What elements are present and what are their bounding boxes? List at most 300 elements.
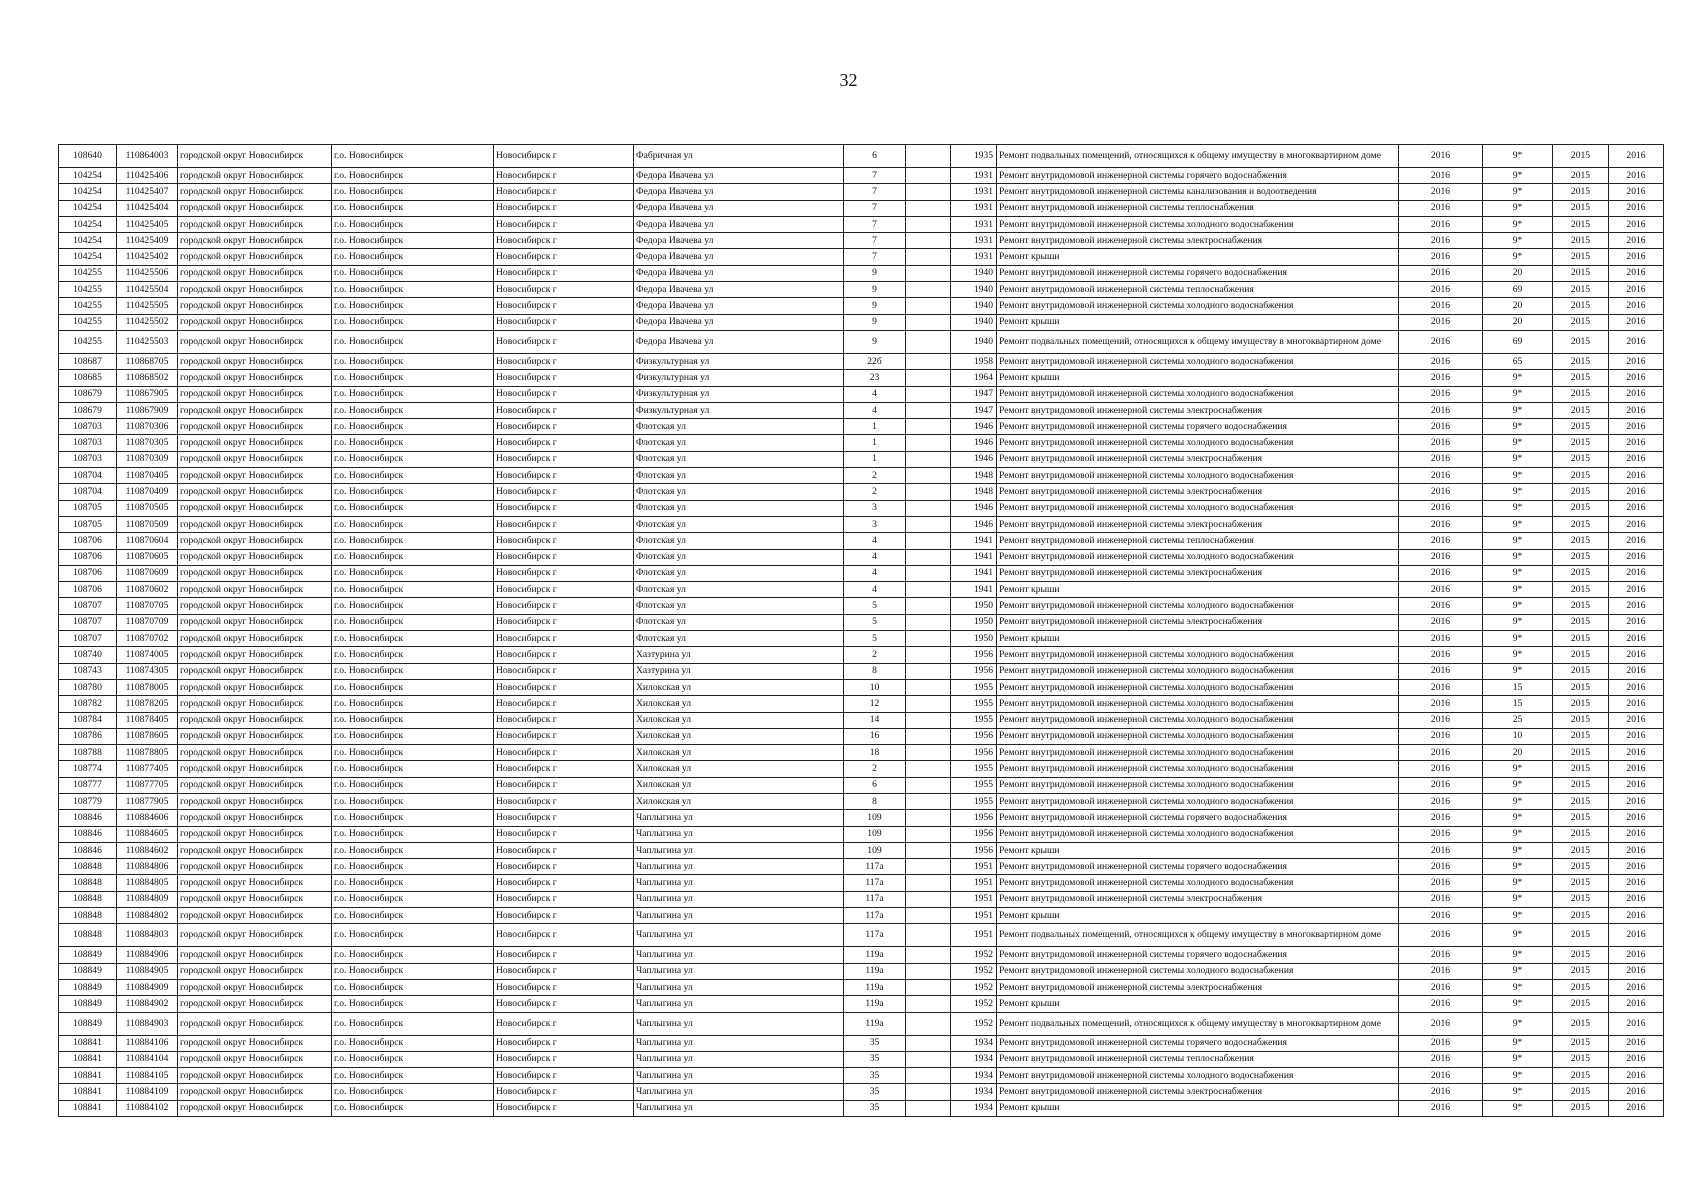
cell-work-type: Ремонт внутридомовой инженерной системы электроснабжения [997, 614, 1399, 630]
cell-start-year: 2015 [1553, 549, 1609, 565]
cell-building [906, 761, 951, 777]
cell-record-id: 110870605 [117, 549, 178, 565]
cell-end-year: 2016 [1609, 314, 1664, 330]
cell-house-number: 35 [844, 1068, 906, 1084]
cell-house-id: 108848 [59, 859, 117, 875]
cell-house-number: 2 [844, 468, 906, 484]
cell-work-type: Ремонт внутридомовой инженерной системы холодного водоснабжения [997, 875, 1399, 891]
cell-end-year: 2016 [1609, 963, 1664, 979]
cell-house-id: 108846 [59, 810, 117, 826]
cell-settlement: г.о. Новосибирск [332, 582, 494, 598]
cell-record-id: 110870306 [117, 419, 178, 435]
cell-end-year: 2016 [1609, 1068, 1664, 1084]
cell-settlement: г.о. Новосибирск [332, 875, 494, 891]
table-row [59, 1068, 1664, 1084]
cell-house-number: 35 [844, 1051, 906, 1067]
cell-house-id: 104254 [59, 184, 117, 200]
cell-end-year: 2016 [1609, 468, 1664, 484]
cell-end-year: 2016 [1609, 663, 1664, 679]
cell-end-year: 2016 [1609, 745, 1664, 761]
cell-build-year: 1940 [951, 298, 997, 314]
cell-house-number: 12 [844, 696, 906, 712]
cell-record-id: 110884109 [117, 1084, 178, 1100]
cell-city: Новосибирск г [494, 249, 634, 265]
cell-start-year: 2015 [1553, 859, 1609, 875]
cell-municipality: городской округ Новосибирск [178, 200, 332, 216]
cell-building [906, 402, 951, 418]
cell-plan-year: 2016 [1399, 565, 1483, 581]
cell-plan-year: 2016 [1399, 168, 1483, 184]
cell-wear-percent: 9* [1483, 777, 1553, 793]
cell-plan-year: 2016 [1399, 200, 1483, 216]
cell-record-id: 110870604 [117, 533, 178, 549]
cell-house-number: 18 [844, 745, 906, 761]
cell-settlement: г.о. Новосибирск [332, 679, 494, 695]
cell-building [906, 200, 951, 216]
cell-wear-percent: 9* [1483, 842, 1553, 858]
cell-house-number: 109 [844, 826, 906, 842]
cell-city: Новосибирск г [494, 777, 634, 793]
cell-building [906, 314, 951, 330]
cell-house-id: 108705 [59, 500, 117, 516]
cell-city: Новосибирск г [494, 663, 634, 679]
cell-record-id: 110425407 [117, 184, 178, 200]
cell-build-year: 1947 [951, 402, 997, 418]
table-row [59, 168, 1664, 184]
cell-wear-percent: 9* [1483, 1035, 1553, 1051]
cell-settlement: г.о. Новосибирск [332, 314, 494, 330]
cell-record-id: 110425405 [117, 216, 178, 232]
cell-start-year: 2015 [1553, 826, 1609, 842]
cell-house-id: 108848 [59, 908, 117, 924]
cell-build-year: 1951 [951, 908, 997, 924]
cell-municipality: городской округ Новосибирск [178, 516, 332, 532]
cell-city: Новосибирск г [494, 168, 634, 184]
table-row [59, 712, 1664, 728]
cell-city: Новосибирск г [494, 516, 634, 532]
cell-record-id: 110884802 [117, 908, 178, 924]
cell-house-number: 4 [844, 549, 906, 565]
cell-record-id: 110425406 [117, 168, 178, 184]
cell-municipality: городской округ Новосибирск [178, 265, 332, 281]
cell-plan-year: 2016 [1399, 696, 1483, 712]
cell-start-year: 2015 [1553, 216, 1609, 232]
cell-building [906, 1012, 951, 1035]
cell-wear-percent: 9* [1483, 1012, 1553, 1035]
cell-end-year: 2016 [1609, 908, 1664, 924]
cell-work-type: Ремонт внутридомовой инженерной системы холодного водоснабжения [997, 386, 1399, 402]
cell-house-id: 108707 [59, 614, 117, 630]
cell-city: Новосибирск г [494, 386, 634, 402]
cell-building [906, 582, 951, 598]
cell-house-id: 108743 [59, 663, 117, 679]
cell-end-year: 2016 [1609, 265, 1664, 281]
cell-build-year: 1950 [951, 614, 997, 630]
cell-start-year: 2015 [1553, 696, 1609, 712]
cell-house-id: 108849 [59, 1012, 117, 1035]
cell-street: Чаплыгина ул [634, 1084, 844, 1100]
cell-house-number: 9 [844, 314, 906, 330]
cell-settlement: г.о. Новосибирск [332, 565, 494, 581]
cell-start-year: 2015 [1553, 647, 1609, 663]
cell-street: Федора Ивачева ул [634, 330, 844, 353]
cell-build-year: 1948 [951, 468, 997, 484]
cell-plan-year: 2016 [1399, 233, 1483, 249]
cell-house-id: 108740 [59, 647, 117, 663]
cell-street: Федора Ивачева ул [634, 200, 844, 216]
cell-house-number: 5 [844, 598, 906, 614]
cell-house-number: 7 [844, 184, 906, 200]
cell-street: Хилокская ул [634, 728, 844, 744]
cell-house-number: 2 [844, 484, 906, 500]
cell-record-id: 110878405 [117, 712, 178, 728]
cell-end-year: 2016 [1609, 614, 1664, 630]
cell-record-id: 110870709 [117, 614, 178, 630]
cell-settlement: г.о. Новосибирск [332, 598, 494, 614]
cell-house-number: 119а [844, 979, 906, 995]
cell-end-year: 2016 [1609, 924, 1664, 947]
cell-building [906, 353, 951, 369]
cell-start-year: 2015 [1553, 631, 1609, 647]
cell-house-number: 7 [844, 168, 906, 184]
cell-street: Чаплыгина ул [634, 842, 844, 858]
cell-wear-percent: 69 [1483, 282, 1553, 298]
cell-start-year: 2015 [1553, 614, 1609, 630]
cell-municipality: городской округ Новосибирск [178, 679, 332, 695]
cell-work-type: Ремонт крыши [997, 908, 1399, 924]
cell-street: Федора Ивачева ул [634, 233, 844, 249]
cell-city: Новосибирск г [494, 728, 634, 744]
cell-end-year: 2016 [1609, 216, 1664, 232]
cell-plan-year: 2016 [1399, 314, 1483, 330]
cell-build-year: 1956 [951, 647, 997, 663]
cell-wear-percent: 9* [1483, 500, 1553, 516]
cell-settlement: г.о. Новосибирск [332, 908, 494, 924]
cell-house-number: 16 [844, 728, 906, 744]
cell-wear-percent: 9* [1483, 565, 1553, 581]
cell-work-type: Ремонт внутридомовой инженерной системы теплоснабжения [997, 282, 1399, 298]
cell-settlement: г.о. Новосибирск [332, 924, 494, 947]
cell-start-year: 2015 [1553, 793, 1609, 809]
cell-wear-percent: 9* [1483, 908, 1553, 924]
cell-start-year: 2015 [1553, 184, 1609, 200]
table-row [59, 200, 1664, 216]
cell-record-id: 110425409 [117, 233, 178, 249]
cell-house-id: 108703 [59, 435, 117, 451]
cell-house-number: 7 [844, 249, 906, 265]
cell-settlement: г.о. Новосибирск [332, 282, 494, 298]
cell-building [906, 549, 951, 565]
cell-building [906, 1100, 951, 1116]
cell-work-type: Ремонт внутридомовой инженерной системы холодного водоснабжения [997, 777, 1399, 793]
cell-building [906, 168, 951, 184]
cell-municipality: городской округ Новосибирск [178, 402, 332, 418]
cell-municipality: городской округ Новосибирск [178, 419, 332, 435]
cell-house-id: 108841 [59, 1051, 117, 1067]
cell-start-year: 2015 [1553, 777, 1609, 793]
cell-end-year: 2016 [1609, 451, 1664, 467]
cell-street: Чаплыгина ул [634, 1051, 844, 1067]
cell-start-year: 2015 [1553, 1051, 1609, 1067]
page-number: 32 [839, 70, 858, 90]
cell-municipality: городской округ Новосибирск [178, 582, 332, 598]
cell-plan-year: 2016 [1399, 859, 1483, 875]
cell-street: Флотская ул [634, 598, 844, 614]
cell-build-year: 1951 [951, 875, 997, 891]
cell-wear-percent: 9* [1483, 370, 1553, 386]
cell-plan-year: 2016 [1399, 249, 1483, 265]
cell-start-year: 2015 [1553, 1012, 1609, 1035]
cell-plan-year: 2016 [1399, 979, 1483, 995]
cell-start-year: 2015 [1553, 712, 1609, 728]
cell-street: Чаплыгина ул [634, 996, 844, 1012]
cell-street: Хилокская ул [634, 777, 844, 793]
cell-work-type: Ремонт крыши [997, 582, 1399, 598]
cell-record-id: 110884104 [117, 1051, 178, 1067]
cell-city: Новосибирск г [494, 793, 634, 809]
cell-plan-year: 2016 [1399, 631, 1483, 647]
cell-plan-year: 2016 [1399, 419, 1483, 435]
cell-build-year: 1946 [951, 451, 997, 467]
cell-record-id: 110874305 [117, 663, 178, 679]
cell-city: Новосибирск г [494, 908, 634, 924]
cell-build-year: 1940 [951, 282, 997, 298]
cell-end-year: 2016 [1609, 549, 1664, 565]
cell-house-id: 108679 [59, 386, 117, 402]
cell-municipality: городской округ Новосибирск [178, 549, 332, 565]
cell-wear-percent: 9* [1483, 402, 1553, 418]
cell-start-year: 2015 [1553, 435, 1609, 451]
cell-wear-percent: 9* [1483, 1084, 1553, 1100]
cell-record-id: 110884102 [117, 1100, 178, 1116]
cell-plan-year: 2016 [1399, 468, 1483, 484]
cell-house-id: 104254 [59, 233, 117, 249]
cell-municipality: городской округ Новосибирск [178, 647, 332, 663]
cell-end-year: 2016 [1609, 859, 1664, 875]
cell-building [906, 826, 951, 842]
cell-house-id: 108848 [59, 891, 117, 907]
table-row [59, 979, 1664, 995]
table-row [59, 500, 1664, 516]
cell-street: Чаплыгина ул [634, 875, 844, 891]
cell-build-year: 1934 [951, 1084, 997, 1100]
cell-municipality: городской округ Новосибирск [178, 810, 332, 826]
cell-start-year: 2015 [1553, 353, 1609, 369]
cell-building [906, 647, 951, 663]
cell-house-number: 4 [844, 533, 906, 549]
cell-record-id: 110884902 [117, 996, 178, 1012]
cell-start-year: 2015 [1553, 265, 1609, 281]
cell-city: Новосибирск г [494, 200, 634, 216]
cell-start-year: 2015 [1553, 924, 1609, 947]
cell-work-type: Ремонт внутридомовой инженерной системы холодного водоснабжения [997, 745, 1399, 761]
cell-street: Флотская ул [634, 468, 844, 484]
cell-street: Чаплыгина ул [634, 810, 844, 826]
cell-street: Хазтурина ул [634, 663, 844, 679]
cell-record-id: 110870505 [117, 500, 178, 516]
cell-work-type: Ремонт подвальных помещений, относящихся к общему имуществу в многоквартирном доме [997, 1012, 1399, 1035]
cell-building [906, 891, 951, 907]
cell-house-id: 108703 [59, 419, 117, 435]
cell-street: Хилокская ул [634, 679, 844, 695]
table-row [59, 216, 1664, 232]
table-row [59, 184, 1664, 200]
cell-house-number: 9 [844, 282, 906, 298]
cell-build-year: 1955 [951, 696, 997, 712]
cell-municipality: городской округ Новосибирск [178, 216, 332, 232]
cell-end-year: 2016 [1609, 145, 1664, 168]
table-row [59, 842, 1664, 858]
table-row [59, 1084, 1664, 1100]
table-row [59, 402, 1664, 418]
cell-municipality: городской округ Новосибирск [178, 145, 332, 168]
cell-street: Чаплыгина ул [634, 826, 844, 842]
cell-work-type: Ремонт внутридомовой инженерной системы холодного водоснабжения [997, 435, 1399, 451]
cell-municipality: городской округ Новосибирск [178, 1084, 332, 1100]
cell-plan-year: 2016 [1399, 614, 1483, 630]
cell-street: Чаплыгина ул [634, 1035, 844, 1051]
cell-building [906, 679, 951, 695]
cell-house-number: 4 [844, 565, 906, 581]
cell-house-number: 6 [844, 145, 906, 168]
cell-municipality: городской округ Новосибирск [178, 500, 332, 516]
cell-start-year: 2015 [1553, 468, 1609, 484]
cell-plan-year: 2016 [1399, 1035, 1483, 1051]
table-row [59, 233, 1664, 249]
cell-end-year: 2016 [1609, 793, 1664, 809]
cell-wear-percent: 9* [1483, 859, 1553, 875]
cell-street: Флотская ул [634, 451, 844, 467]
cell-build-year: 1958 [951, 353, 997, 369]
cell-build-year: 1955 [951, 761, 997, 777]
cell-end-year: 2016 [1609, 500, 1664, 516]
cell-house-number: 2 [844, 761, 906, 777]
cell-building [906, 233, 951, 249]
cell-city: Новосибирск г [494, 761, 634, 777]
cell-building [906, 979, 951, 995]
cell-start-year: 2015 [1553, 679, 1609, 695]
cell-build-year: 1952 [951, 963, 997, 979]
cell-street: Федора Ивачева ул [634, 249, 844, 265]
cell-end-year: 2016 [1609, 419, 1664, 435]
cell-building [906, 745, 951, 761]
cell-municipality: городской округ Новосибирск [178, 996, 332, 1012]
cell-house-id: 108685 [59, 370, 117, 386]
cell-record-id: 110867905 [117, 386, 178, 402]
table-row [59, 516, 1664, 532]
cell-start-year: 2015 [1553, 145, 1609, 168]
cell-plan-year: 2016 [1399, 353, 1483, 369]
cell-settlement: г.о. Новосибирск [332, 696, 494, 712]
cell-house-id: 108704 [59, 484, 117, 500]
cell-record-id: 110884909 [117, 979, 178, 995]
cell-house-number: 5 [844, 631, 906, 647]
cell-build-year: 1956 [951, 826, 997, 842]
cell-plan-year: 2016 [1399, 1068, 1483, 1084]
cell-house-id: 108705 [59, 516, 117, 532]
cell-build-year: 1931 [951, 249, 997, 265]
cell-record-id: 110884805 [117, 875, 178, 891]
cell-municipality: городской округ Новосибирск [178, 565, 332, 581]
cell-record-id: 110884903 [117, 1012, 178, 1035]
cell-building [906, 712, 951, 728]
cell-street: Флотская ул [634, 565, 844, 581]
cell-work-type: Ремонт внутридомовой инженерной системы электроснабжения [997, 891, 1399, 907]
cell-work-type: Ремонт внутридомовой инженерной системы холодного водоснабжения [997, 353, 1399, 369]
table-row [59, 435, 1664, 451]
cell-start-year: 2015 [1553, 330, 1609, 353]
cell-plan-year: 2016 [1399, 728, 1483, 744]
cell-house-number: 2 [844, 647, 906, 663]
cell-house-id: 108679 [59, 402, 117, 418]
cell-settlement: г.о. Новосибирск [332, 1012, 494, 1035]
cell-house-id: 104255 [59, 314, 117, 330]
cell-city: Новосибирск г [494, 647, 634, 663]
cell-municipality: городской округ Новосибирск [178, 298, 332, 314]
cell-municipality: городской округ Новосибирск [178, 875, 332, 891]
cell-settlement: г.о. Новосибирск [332, 249, 494, 265]
cell-plan-year: 2016 [1399, 265, 1483, 281]
cell-house-number: 117а [844, 891, 906, 907]
cell-settlement: г.о. Новосибирск [332, 468, 494, 484]
cell-house-number: 22б [844, 353, 906, 369]
cell-house-id: 104255 [59, 282, 117, 298]
cell-plan-year: 2016 [1399, 435, 1483, 451]
cell-plan-year: 2016 [1399, 842, 1483, 858]
cell-house-id: 108706 [59, 549, 117, 565]
cell-plan-year: 2016 [1399, 745, 1483, 761]
cell-building [906, 500, 951, 516]
cell-city: Новосибирск г [494, 184, 634, 200]
cell-house-id: 108779 [59, 793, 117, 809]
cell-city: Новосибирск г [494, 891, 634, 907]
cell-wear-percent: 20 [1483, 298, 1553, 314]
cell-record-id: 110425503 [117, 330, 178, 353]
cell-settlement: г.о. Новосибирск [332, 145, 494, 168]
cell-city: Новосибирск г [494, 330, 634, 353]
cell-end-year: 2016 [1609, 647, 1664, 663]
cell-municipality: городской округ Новосибирск [178, 979, 332, 995]
cell-end-year: 2016 [1609, 484, 1664, 500]
cell-city: Новосибирск г [494, 265, 634, 281]
cell-street: Чаплыгина ул [634, 947, 844, 963]
cell-settlement: г.о. Новосибирск [332, 793, 494, 809]
cell-end-year: 2016 [1609, 875, 1664, 891]
cell-work-type: Ремонт внутридомовой инженерной системы холодного водоснабжения [997, 216, 1399, 232]
cell-work-type: Ремонт внутридомовой инженерной системы холодного водоснабжения [997, 549, 1399, 565]
cell-end-year: 2016 [1609, 435, 1664, 451]
cell-house-id: 104254 [59, 216, 117, 232]
cell-wear-percent: 9* [1483, 826, 1553, 842]
cell-house-number: 35 [844, 1084, 906, 1100]
cell-end-year: 2016 [1609, 631, 1664, 647]
table-row [59, 631, 1664, 647]
cell-house-number: 117а [844, 859, 906, 875]
cell-house-id: 108841 [59, 1068, 117, 1084]
cell-start-year: 2015 [1553, 1068, 1609, 1084]
table-row [59, 963, 1664, 979]
cell-work-type: Ремонт крыши [997, 370, 1399, 386]
cell-house-number: 119а [844, 1012, 906, 1035]
cell-work-type: Ремонт внутридомовой инженерной системы горячего водоснабжения [997, 859, 1399, 875]
cell-wear-percent: 25 [1483, 712, 1553, 728]
cell-build-year: 1956 [951, 810, 997, 826]
cell-end-year: 2016 [1609, 516, 1664, 532]
cell-work-type: Ремонт крыши [997, 996, 1399, 1012]
cell-work-type: Ремонт внутридомовой инженерной системы теплоснабжения [997, 533, 1399, 549]
table-row [59, 696, 1664, 712]
cell-street: Флотская ул [634, 484, 844, 500]
